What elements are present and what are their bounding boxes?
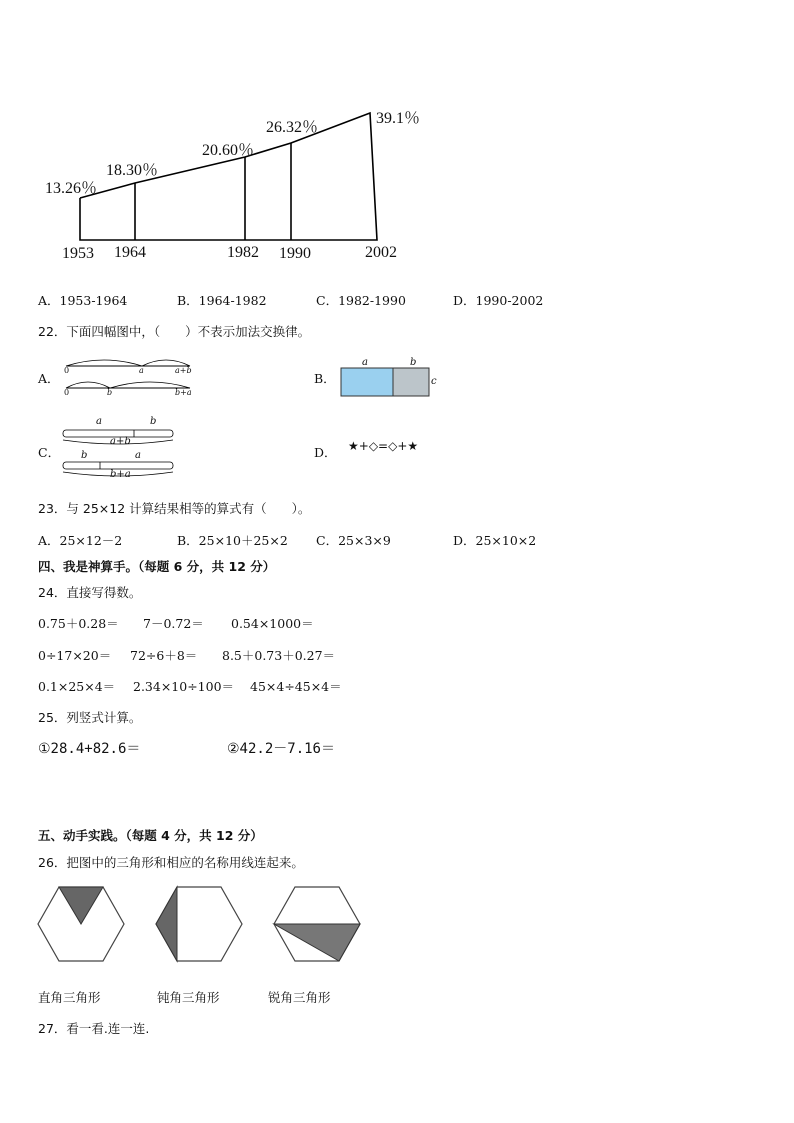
- q24-r1c3: 0.54×1000＝: [231, 616, 314, 631]
- q22-a-tick-ba: b+a: [175, 388, 192, 397]
- percent-label-1953: 13.26％: [45, 180, 98, 197]
- q26-name-right: 直角三角形: [38, 990, 101, 1005]
- q21-option-a: A．1953-1964: [38, 293, 128, 308]
- hexagon-figure-1: [38, 885, 128, 965]
- q22-c-bottom-ba: b+a: [110, 469, 131, 480]
- q24-r2c2: 72÷6＋8＝: [130, 648, 198, 663]
- population-chart: [0, 0, 794, 280]
- year-label-1953: 1953: [62, 245, 94, 262]
- q25-item-1: ①28.4+82.6＝: [38, 741, 141, 757]
- q23-option-b: B．25×10＋25×2: [177, 533, 288, 548]
- percent-label-1964: 18.30％: [106, 162, 159, 179]
- q22-stem: 22．下面四幅图中，（ ）不表示加法交换律。: [38, 324, 311, 339]
- q23-option-a: A．25×12－2: [38, 533, 123, 548]
- q22-option-c-label: C．: [38, 445, 61, 460]
- q26-name-obtuse: 钝角三角形: [157, 990, 220, 1005]
- q22-c-top-b: b: [150, 416, 157, 427]
- q23-stem: 23．与 25×12 计算结果相等的算式有（ ）。: [38, 501, 311, 516]
- q24-r3c1: 0.1×25×4＝: [38, 679, 116, 694]
- percent-label-2002: 39.1％: [376, 110, 421, 127]
- year-label-1982: 1982: [227, 244, 259, 261]
- year-label-2002: 2002: [365, 244, 397, 261]
- q21-option-b: B．1964-1982: [177, 293, 267, 308]
- q22-a-tick-ab: a+b: [175, 366, 192, 375]
- section-5-heading: 五、动手实践。（每题 4 分，共 12 分）: [38, 828, 263, 843]
- q24-r3c2: 2.34×10÷100＝: [133, 679, 235, 694]
- q22-figure-b: [340, 367, 432, 399]
- q22-c-top-ab: a+b: [110, 436, 131, 447]
- q24-r1c1: 0.75＋0.28＝: [38, 616, 119, 631]
- q24-r1c2: 7－0.72＝: [143, 616, 204, 631]
- q25-stem: 25．列竖式计算。: [38, 710, 142, 725]
- q23-option-d: D．25×10×2: [453, 533, 537, 548]
- percent-label-1982: 20.60％: [202, 142, 255, 159]
- q27-stem: 27．看一看.连一连.: [38, 1021, 150, 1036]
- q22-a-tick-b: b: [107, 388, 113, 397]
- q26-stem: 26．把图中的三角形和相应的名称用线连起来。: [38, 855, 304, 870]
- q22-c-top-a: a: [96, 416, 102, 427]
- section-4-heading: 四、我是神算手。（每题 6 分，共 12 分）: [38, 559, 276, 574]
- q24-r3c3: 45×4÷45×4＝: [250, 679, 342, 694]
- q24-stem: 24．直接写得数。: [38, 585, 142, 600]
- q22-b-label-a: a: [362, 357, 368, 368]
- q25-item-2: ②42.2－7.16＝: [227, 741, 335, 757]
- q21-option-d: D．1990-2002: [453, 293, 544, 308]
- q22-c-bottom-a: a: [135, 450, 141, 461]
- q21-option-c: C．1982-1990: [316, 293, 406, 308]
- hexagon-figure-3: [274, 885, 364, 965]
- q22-c-bottom-b: b: [81, 450, 88, 461]
- q22-d-formula: ★+◇=◇+★: [348, 439, 419, 453]
- q22-b-label-b: b: [410, 357, 417, 368]
- q22-option-d-label: D．: [314, 445, 337, 460]
- q24-r2c1: 0÷17×20＝: [38, 648, 112, 663]
- hexagon-figure-2: [156, 885, 246, 965]
- q23-option-c: C．25×3×9: [316, 533, 391, 548]
- q22-b-label-c: c: [431, 376, 437, 387]
- q26-name-acute: 锐角三角形: [268, 990, 331, 1005]
- year-label-1964: 1964: [114, 244, 146, 261]
- q24-r2c3: 8.5＋0.73＋0.27＝: [222, 648, 336, 663]
- q22-a-tick-0b: 0: [64, 388, 70, 397]
- q22-a-tick-a: a: [139, 366, 144, 375]
- q22-option-b-label: B．: [314, 371, 336, 386]
- q22-a-tick-0: 0: [64, 366, 70, 375]
- q22-option-a-label: A．: [38, 371, 60, 386]
- year-label-1990: 1990: [279, 245, 311, 262]
- percent-label-1990: 26.32％: [266, 119, 319, 136]
